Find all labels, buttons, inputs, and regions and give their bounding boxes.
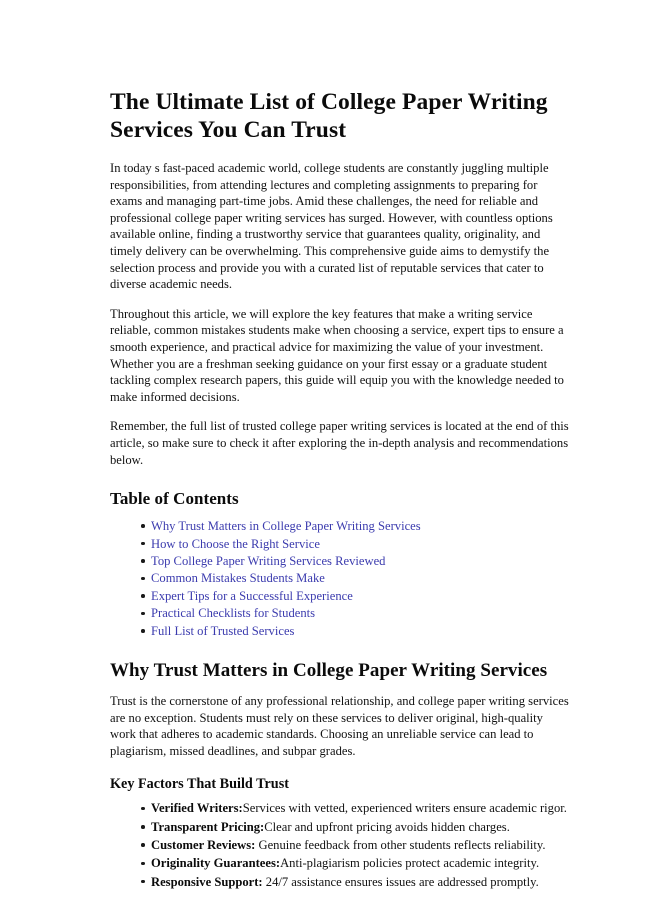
section-body-paragraph: Trust is the cornerstone of any professional relationship, and college paper writing services are no exception. Students must rely on these services to deliver original, high-quality work that adheres to academic standards. Choosing an unreliable service can lead to plagiarism, missed deadlines, and subpar grades. bbox=[110, 693, 569, 758]
toc-link[interactable]: Why Trust Matters in College Paper Writing Services bbox=[151, 519, 421, 534]
list-item bbox=[141, 800, 570, 817]
list-item[interactable] bbox=[141, 570, 570, 586]
list-item bbox=[141, 837, 570, 854]
factor-term: Customer Reviews: bbox=[151, 837, 256, 852]
section-heading-why-trust-matters: Why Trust Matters in College Paper Writing Services bbox=[110, 659, 548, 681]
list-item bbox=[141, 819, 570, 836]
list-item[interactable] bbox=[141, 518, 570, 534]
list-item bbox=[141, 874, 570, 891]
toc-link[interactable]: How to Choose the Right Service bbox=[151, 536, 320, 551]
page-title: The Ultimate List of College Paper Writing Services You Can Trust bbox=[110, 89, 548, 143]
list-item[interactable] bbox=[141, 623, 570, 639]
factor-term: Verified Writers: bbox=[151, 801, 243, 816]
factor-description: Clear and upfront pricing avoids hidden charges. bbox=[264, 819, 510, 834]
factor-term: Originality Guarantees: bbox=[151, 856, 281, 871]
table-of-contents-heading: Table of Contents bbox=[110, 489, 239, 509]
factor-description: Services with vetted, experienced writers ensure academic rigor. bbox=[242, 801, 567, 816]
list-item bbox=[141, 855, 570, 872]
factor-description: 24/7 assistance ensures issues are addressed promptly. bbox=[262, 874, 539, 889]
toc-link[interactable]: Expert Tips for a Successful Experience bbox=[151, 588, 353, 603]
intro-paragraph-1: In today s fast-paced academic world, college students are constantly juggling multiple responsibilities, from attending lectures and completing assignments to preparing for exams and managing part-time jobs. Amid these challenges, the need for reliable and professional college paper writing services has surged. However, with countless options available online, finding a trustworthy service that guarantees quality, originality, and timely delivery can be overwhelming. This comprehensive guide aims to demystify the selection process and provide you with a curated list of reputable services that cater to diverse academic needs. bbox=[110, 161, 553, 292]
document-content bbox=[110, 88, 570, 890]
table-of-contents-list bbox=[110, 518, 570, 639]
toc-link[interactable]: Common Mistakes Students Make bbox=[151, 571, 325, 586]
toc-link[interactable]: Top College Paper Writing Services Reviewed bbox=[151, 553, 386, 568]
list-item[interactable] bbox=[141, 588, 570, 604]
factor-term: Responsive Support: bbox=[151, 874, 263, 889]
factor-description: Anti-plagiarism policies protect academic integrity. bbox=[280, 856, 540, 871]
intro-paragraph-3: Remember, the full list of trusted college paper writing services is located at the end of this article, so make sure to check it after exploring the in-depth analysis and recommendations below. bbox=[110, 419, 569, 467]
intro-paragraph-2: Throughout this article, we will explore the key features that make a writing service reliable, common mistakes students make when choosing a service, expert tips to ensure a smooth experience, and practical advice for maximizing the value of your investment. Whether you are a freshman seeking guidance on your first essay or a graduate student tackling complex research papers, this guide will equip you with the knowledge needed to make informed decisions. bbox=[110, 306, 564, 404]
list-item[interactable] bbox=[141, 553, 570, 569]
list-item[interactable] bbox=[141, 605, 570, 621]
sub-heading-key-factors: Key Factors That Build Trust bbox=[110, 776, 289, 793]
factor-term: Transparent Pricing: bbox=[151, 819, 265, 834]
key-factors-list bbox=[110, 800, 570, 890]
toc-link[interactable]: Full List of Trusted Services bbox=[151, 623, 295, 638]
list-item[interactable] bbox=[141, 536, 570, 552]
toc-link[interactable]: Practical Checklists for Students bbox=[151, 606, 316, 621]
factor-description: Genuine feedback from other students reflects reliability. bbox=[255, 837, 546, 852]
